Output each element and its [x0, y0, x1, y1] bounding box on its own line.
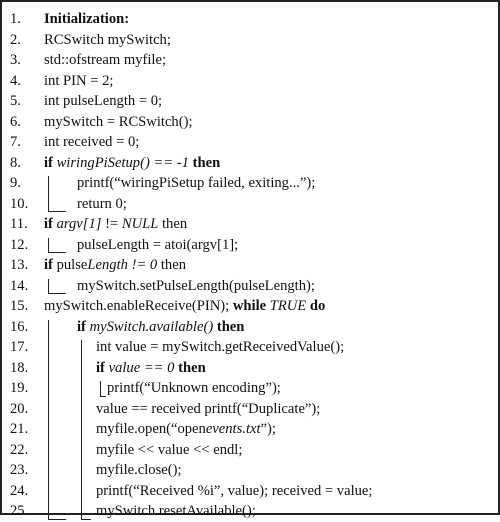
- line-number: 8.: [10, 154, 21, 171]
- code-token: pulse: [56, 257, 88, 273]
- code-token: value == 0: [108, 359, 175, 376]
- code-line: [2, 378, 498, 399]
- block-bracket-foot: [48, 211, 66, 212]
- code-line: [2, 501, 498, 522]
- code-text: [44, 214, 187, 235]
- block-bracket-vertical: [100, 381, 101, 396]
- line-number: 13.: [10, 257, 29, 273]
- code-line: [2, 71, 498, 92]
- block-bracket-vertical: [48, 176, 49, 211]
- code-text: [77, 317, 244, 338]
- code-token: return 0;: [77, 195, 127, 212]
- code-text: [96, 481, 372, 502]
- code-line: [2, 9, 498, 30]
- code-token: TRUE: [269, 298, 307, 314]
- code-text: [44, 112, 193, 133]
- code-text: [96, 501, 256, 522]
- code-token: ”);: [260, 421, 276, 437]
- line-number: 1.: [10, 11, 21, 27]
- code-token: events.txt: [205, 421, 261, 437]
- code-line: [2, 91, 498, 112]
- code-line: [2, 440, 498, 461]
- code-token: then: [158, 216, 188, 232]
- code-text: [44, 9, 129, 30]
- code-text: [44, 91, 162, 112]
- line-number: 4.: [10, 72, 21, 89]
- code-line: [2, 481, 498, 502]
- code-token: then: [188, 154, 221, 171]
- code-listing: [2, 9, 498, 522]
- code-line: [2, 112, 498, 133]
- code-line: [2, 30, 498, 51]
- block-bracket-foot: [100, 396, 106, 397]
- code-line: [2, 50, 498, 71]
- line-number: 3.: [10, 52, 21, 68]
- code-line: [2, 132, 498, 153]
- code-token: !=: [101, 216, 122, 232]
- block-bracket-vertical: [48, 279, 49, 294]
- code-token: myfile.open(“open: [96, 421, 206, 437]
- code-token: value == received printf(“Duplicate”);: [96, 400, 321, 417]
- code-text: [96, 358, 206, 379]
- code-text: [44, 30, 171, 51]
- block-bracket-foot: [48, 519, 66, 520]
- line-number: 22.: [10, 441, 29, 458]
- code-text: [44, 255, 186, 276]
- code-token: RCSwitch mySwitch;: [44, 31, 171, 48]
- code-token: then: [174, 359, 206, 376]
- code-line: [2, 317, 498, 338]
- code-token: myfile << value << endl;: [96, 441, 243, 458]
- code-text: [96, 460, 182, 481]
- code-text: [44, 71, 113, 92]
- code-token: Length != 0: [87, 257, 158, 273]
- line-number: 17.: [10, 339, 29, 355]
- code-line: [2, 194, 498, 215]
- line-number: 12.: [10, 236, 29, 253]
- code-text: [96, 399, 320, 420]
- code-line: [2, 255, 498, 276]
- code-token: printf(“Unknown encoding”);: [107, 380, 281, 396]
- code-token: if: [77, 318, 90, 335]
- code-token: int PIN = 2;: [44, 72, 114, 89]
- code-token: pulseLength = atoi(argv[1];: [77, 236, 239, 253]
- block-bracket-foot: [81, 519, 91, 520]
- code-token: printf(“wiringPiSetup failed, exiting...”);: [77, 175, 316, 191]
- line-number: 10.: [10, 195, 29, 212]
- code-token: myfile.close();: [96, 462, 182, 478]
- code-token: argv[1]: [56, 216, 102, 232]
- block-bracket-vertical: [48, 320, 49, 519]
- code-text: [96, 419, 276, 440]
- code-token: int pulseLength = 0;: [44, 93, 163, 109]
- block-bracket-vertical: [81, 340, 82, 519]
- code-token: int value = mySwitch.getReceivedValue();: [96, 339, 345, 355]
- code-line: [2, 337, 498, 358]
- line-number: 19.: [10, 380, 29, 396]
- block-bracket-foot: [48, 252, 66, 253]
- line-number: 15.: [10, 298, 29, 314]
- code-line: [2, 399, 498, 420]
- line-number: 23.: [10, 462, 29, 478]
- code-token: mySwitch.enableReceive(PIN);: [44, 298, 233, 314]
- code-line: [2, 214, 498, 235]
- code-token: if: [96, 359, 109, 376]
- code-text: [77, 194, 127, 215]
- code-token: do: [306, 298, 326, 314]
- code-text: [107, 378, 281, 399]
- code-token: if: [44, 257, 57, 273]
- code-line: [2, 296, 498, 317]
- code-token: if: [44, 154, 57, 171]
- line-number: 9.: [10, 175, 21, 191]
- block-bracket-foot: [48, 293, 66, 294]
- line-number: 24.: [10, 482, 29, 499]
- code-token: then: [157, 257, 187, 273]
- code-line: [2, 419, 498, 440]
- code-token: mySwitch.setPulseLength(pulseLength);: [77, 277, 315, 294]
- code-line: [2, 153, 498, 174]
- code-token: wiringPiSetup() == -1: [56, 154, 189, 171]
- code-text: [77, 173, 315, 194]
- line-number: 21.: [10, 421, 29, 437]
- code-token: std::ofstream myfile;: [44, 52, 166, 68]
- line-number: 2.: [10, 31, 21, 48]
- code-text: [44, 296, 325, 317]
- code-token: NULL: [121, 216, 159, 232]
- line-number: 18.: [10, 359, 29, 376]
- line-number: 14.: [10, 277, 29, 294]
- code-token: if: [44, 216, 57, 232]
- code-text: [96, 337, 344, 358]
- code-token: Initialization:: [44, 11, 130, 27]
- code-line: [2, 460, 498, 481]
- code-line: [2, 358, 498, 379]
- code-token: then: [213, 318, 245, 335]
- code-text: [96, 440, 242, 461]
- code-token: mySwitch = RCSwitch();: [44, 113, 193, 130]
- code-token: mySwitch.resetAvailable();: [96, 503, 256, 519]
- code-token: mySwitch.available(): [89, 318, 214, 335]
- code-text: [44, 132, 139, 153]
- code-text: [44, 50, 166, 71]
- line-number: 20.: [10, 400, 29, 417]
- code-text: [44, 153, 220, 174]
- line-number: 7.: [10, 134, 21, 150]
- line-number: 11.: [10, 216, 28, 232]
- code-line: [2, 235, 498, 256]
- code-token: while: [232, 298, 270, 314]
- code-text: [77, 276, 315, 297]
- code-line: [2, 276, 498, 297]
- line-number: 25.: [10, 503, 29, 519]
- line-number: 5.: [10, 93, 21, 109]
- line-number: 16.: [10, 318, 29, 335]
- code-token: printf(“Received %i”, value); received = value;: [96, 482, 373, 499]
- line-number: 6.: [10, 113, 21, 130]
- block-bracket-vertical: [48, 238, 49, 253]
- code-text: [77, 235, 238, 256]
- code-token: int received = 0;: [44, 134, 140, 150]
- code-line: [2, 173, 498, 194]
